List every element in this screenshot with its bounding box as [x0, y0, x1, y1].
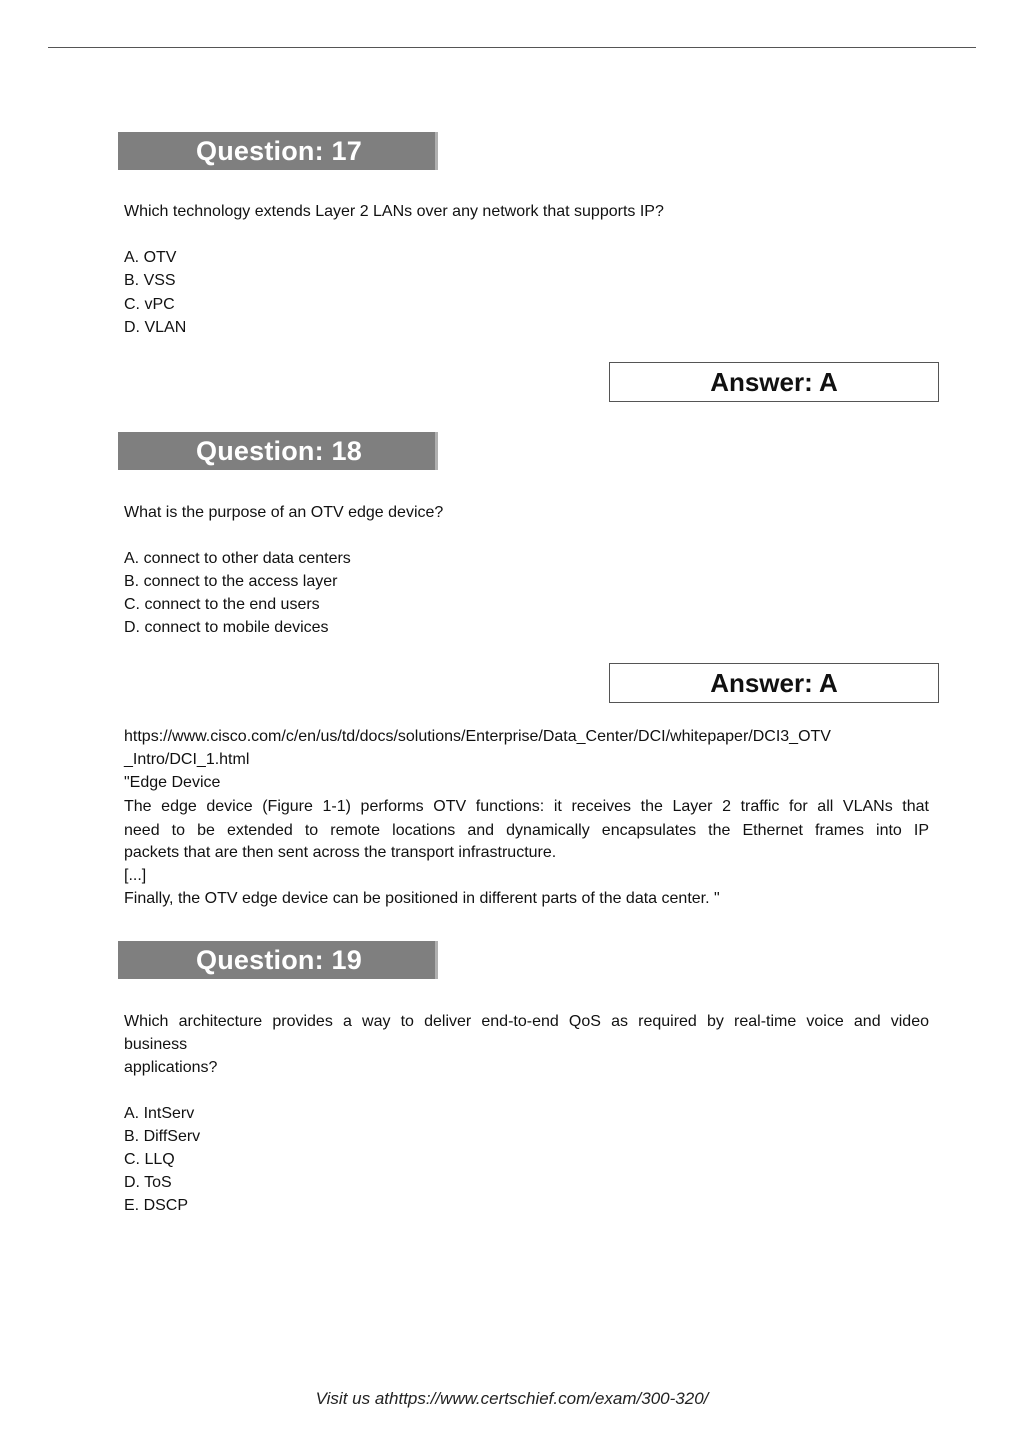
question-19-text-line2: business	[124, 1036, 188, 1053]
question-18-option-d: D. connect to mobile devices	[124, 619, 329, 636]
question-17-option-c: C. vPC	[124, 296, 175, 313]
explanation-url-line2: _Intro/DCI_1.html	[124, 751, 250, 768]
question-18-option-b: B. connect to the access layer	[124, 573, 338, 590]
explanation-paragraph-line2: need to be extended to remote locations and dynamically encapsulates the Ethernet frames into IP	[124, 822, 929, 839]
question-19-option-b: B. DiffServ	[124, 1128, 201, 1145]
explanation-paragraph-line3: packets that are then sent across the transport infrastructure.	[124, 844, 557, 861]
question-17-option-b: B. VSS	[124, 272, 176, 289]
explanation-final-line: Finally, the OTV edge device can be positioned in different parts of the data center. "	[124, 890, 720, 907]
question-17-option-a: A. OTV	[124, 249, 177, 266]
question-19-text-line3: applications?	[124, 1059, 218, 1076]
question-17-option-d: D. VLAN	[124, 319, 187, 336]
question-17-header: Question: 17	[118, 132, 438, 170]
top-divider	[48, 47, 976, 48]
question-19-option-d: D. ToS	[124, 1174, 172, 1191]
question-18-option-c: C. connect to the end users	[124, 596, 320, 613]
explanation-url-line1: https://www.cisco.com/c/en/us/td/docs/solutions/Enterprise/Data_Center/DCI/whitepaper/DCI3_OTV	[124, 728, 831, 745]
question-17-answer: Answer: A	[609, 362, 939, 402]
question-19-option-c: C. LLQ	[124, 1151, 175, 1168]
question-19-option-a: A. IntServ	[124, 1105, 195, 1122]
question-19-option-e: E. DSCP	[124, 1197, 189, 1214]
question-19-header: Question: 19	[118, 941, 438, 979]
question-18-header: Question: 18	[118, 432, 438, 470]
question-18-answer: Answer: A	[609, 663, 939, 703]
question-19-text-line1: Which architecture provides a way to deliver end-to-end QoS as required by real-time voice and video	[124, 1013, 929, 1030]
question-18-option-a: A. connect to other data centers	[124, 550, 351, 567]
question-17-text: Which technology extends Layer 2 LANs over any network that supports IP?	[124, 203, 664, 220]
explanation-ellipsis: [...]	[124, 867, 147, 884]
explanation-quote-title: "Edge Device	[124, 774, 221, 791]
explanation-paragraph-line1: The edge device (Figure 1-1) performs OTV functions: it receives the Layer 2 traffic for all VLANs that	[124, 798, 929, 815]
question-18-text: What is the purpose of an OTV edge device?	[124, 504, 444, 521]
footer-link[interactable]: Visit us athttps://www.certschief.com/exam/300-320/	[315, 1389, 709, 1408]
